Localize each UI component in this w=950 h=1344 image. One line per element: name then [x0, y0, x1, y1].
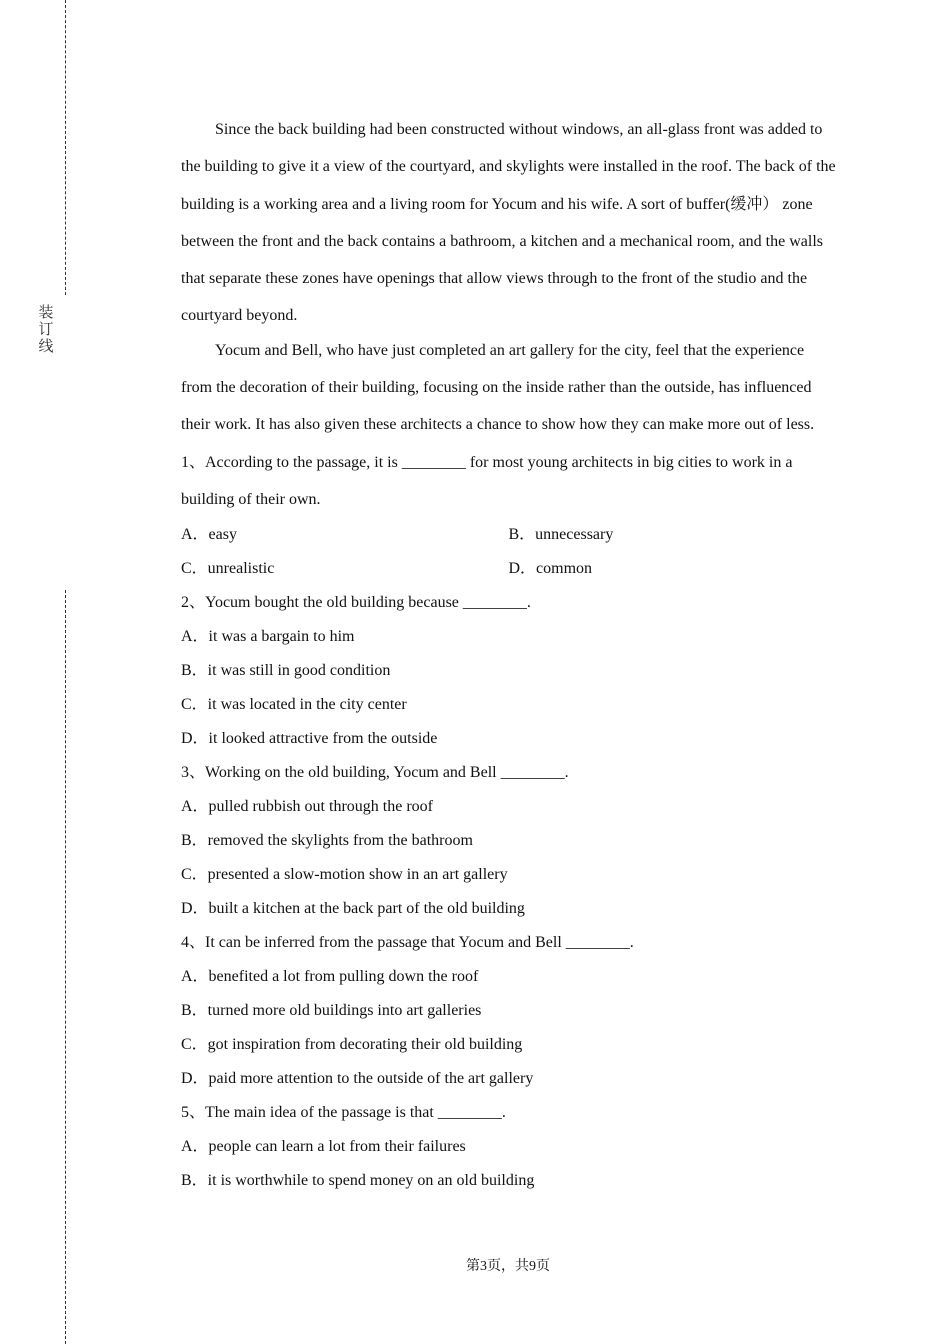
- passage-paragraph: Since the back building had been constructed without windows, an all-glass front was added to the building to give it a view of the courtyard, and skylights were installed in the roof. The back of the building is a working area and a living room for Yocum and his wife. A sort of buffer(缓冲） zone between the front and the back contains a bathroom, a kitchen and a mechanical room, and the walls that separate these zones have openings that allow views through to the front of the studio and the courtyard beyond.: [181, 121, 836, 325]
- question-5: [181, 1096, 836, 1198]
- binding-dashed-line-top: [65, 0, 66, 295]
- option-c: C．got inspiration from decorating their old building: [181, 1036, 523, 1054]
- option-d: D．common: [508, 560, 593, 578]
- question-3: [181, 756, 836, 926]
- option-b: B．it was still in good condition: [181, 662, 391, 680]
- question-stem: 5、The main idea of the passage is that ________.: [181, 1104, 506, 1122]
- option-a: A．people can learn a lot from their failures: [181, 1138, 466, 1156]
- question-stem: 2、Yocum bought the old building because ________.: [181, 594, 531, 612]
- option-c: C．presented a slow-motion show in an art gallery: [181, 866, 508, 884]
- binding-label-char: 订: [38, 320, 54, 338]
- binding-dashed-line-bottom: [65, 590, 66, 1344]
- option-b: B．removed the skylights from the bathroom: [181, 832, 473, 850]
- binding-label-char: 线: [38, 337, 54, 355]
- exam-content: [181, 111, 836, 1198]
- option-a: A．benefited a lot from pulling down the roof: [181, 968, 479, 986]
- option-b: B．unnecessary: [508, 526, 614, 544]
- question-stem: 3、Working on the old building, Yocum and Bell ________.: [181, 764, 569, 782]
- page-footer: 第3页，共9页: [466, 1259, 550, 1274]
- question-1: [181, 444, 836, 587]
- option-b: B．it is worthwhile to spend money on an old building: [181, 1172, 535, 1190]
- passage-paragraph: Yocum and Bell, who have just completed an art gallery for the city, feel that the experience from the decoration of their building, focusing on the inside rather than the outside, has influenced their work. It has also given these architects a chance to show how they can make more out of less.: [181, 341, 815, 434]
- option-c: C．unrealistic: [181, 560, 275, 578]
- binding-label-char: 装: [38, 303, 54, 321]
- option-d: D．paid more attention to the outside of the art gallery: [181, 1070, 534, 1088]
- question-stem: 1、According to the passage, it is ________ for most young architects in big cities to work in a building of their own.: [181, 453, 793, 508]
- option-row: [181, 518, 836, 552]
- option-a: A．pulled rubbish out through the roof: [181, 798, 433, 816]
- question-4: [181, 926, 836, 1096]
- option-d: D．built a kitchen at the back part of the old building: [181, 900, 525, 918]
- option-c: C．it was located in the city center: [181, 696, 407, 714]
- binding-label: [37, 304, 55, 355]
- question-2: [181, 586, 836, 756]
- question-stem: 4、It can be inferred from the passage that Yocum and Bell ________.: [181, 934, 634, 952]
- option-d: D．it looked attractive from the outside: [181, 730, 438, 748]
- option-row: [181, 552, 836, 586]
- option-a: A．easy: [181, 526, 237, 544]
- option-b: B．turned more old buildings into art galleries: [181, 1002, 482, 1020]
- option-a: A．it was a bargain to him: [181, 628, 355, 646]
